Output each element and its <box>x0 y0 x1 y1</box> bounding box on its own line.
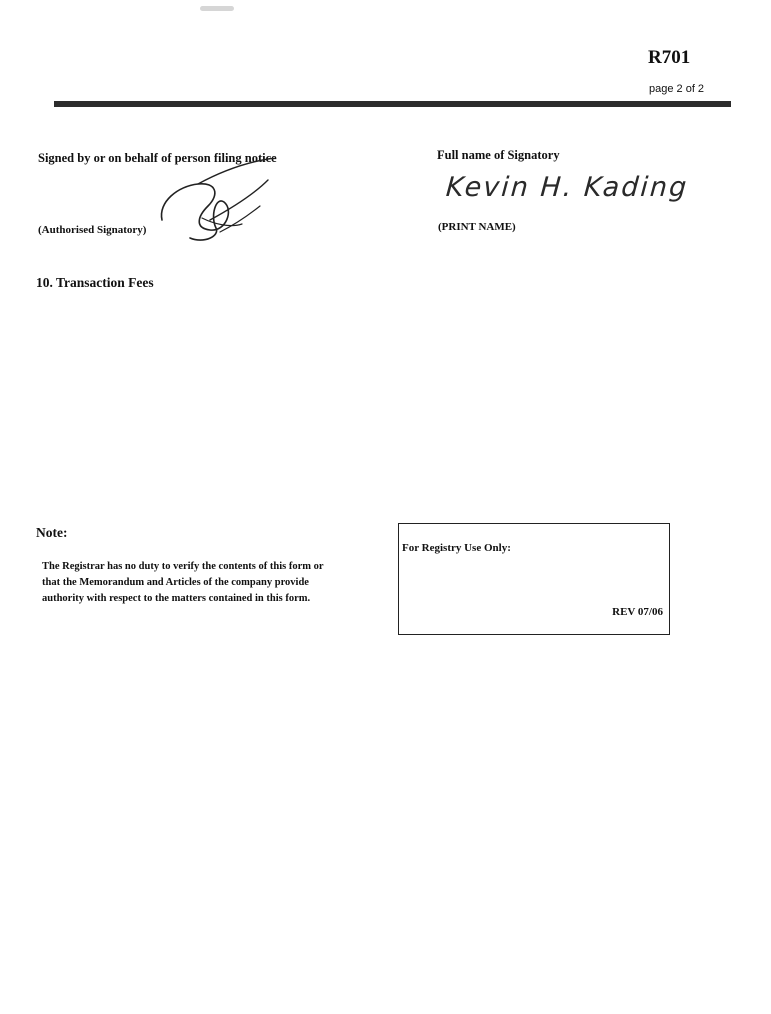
authorised-signatory-label: (Authorised Signatory) <box>38 224 147 236</box>
revision-code: REV 07/06 <box>612 606 663 618</box>
form-code: R701 <box>648 47 691 68</box>
registry-use-label: For Registry Use Only: <box>402 542 511 554</box>
full-name-label: Full name of Signatory <box>437 148 560 162</box>
transaction-fees-heading: 10. Transaction Fees <box>36 275 154 290</box>
print-name-label: (PRINT NAME) <box>438 221 516 233</box>
note-heading: Note: <box>36 525 68 540</box>
registry-use-box <box>398 523 670 635</box>
signed-by-label: Signed by or on behalf of person filing notice <box>38 151 277 165</box>
header-rule <box>54 101 731 107</box>
scan-smudge <box>200 6 234 11</box>
signatory-name-handwritten: Kevin H. Kading <box>444 172 690 203</box>
handwritten-signature <box>150 158 280 248</box>
note-body: The Registrar has no duty to verify the contents of this form or that the Memorandum and Articles of the company provide authority with respect to the matters contained in this form. <box>42 561 324 604</box>
page-number: page 2 of 2 <box>649 83 705 95</box>
